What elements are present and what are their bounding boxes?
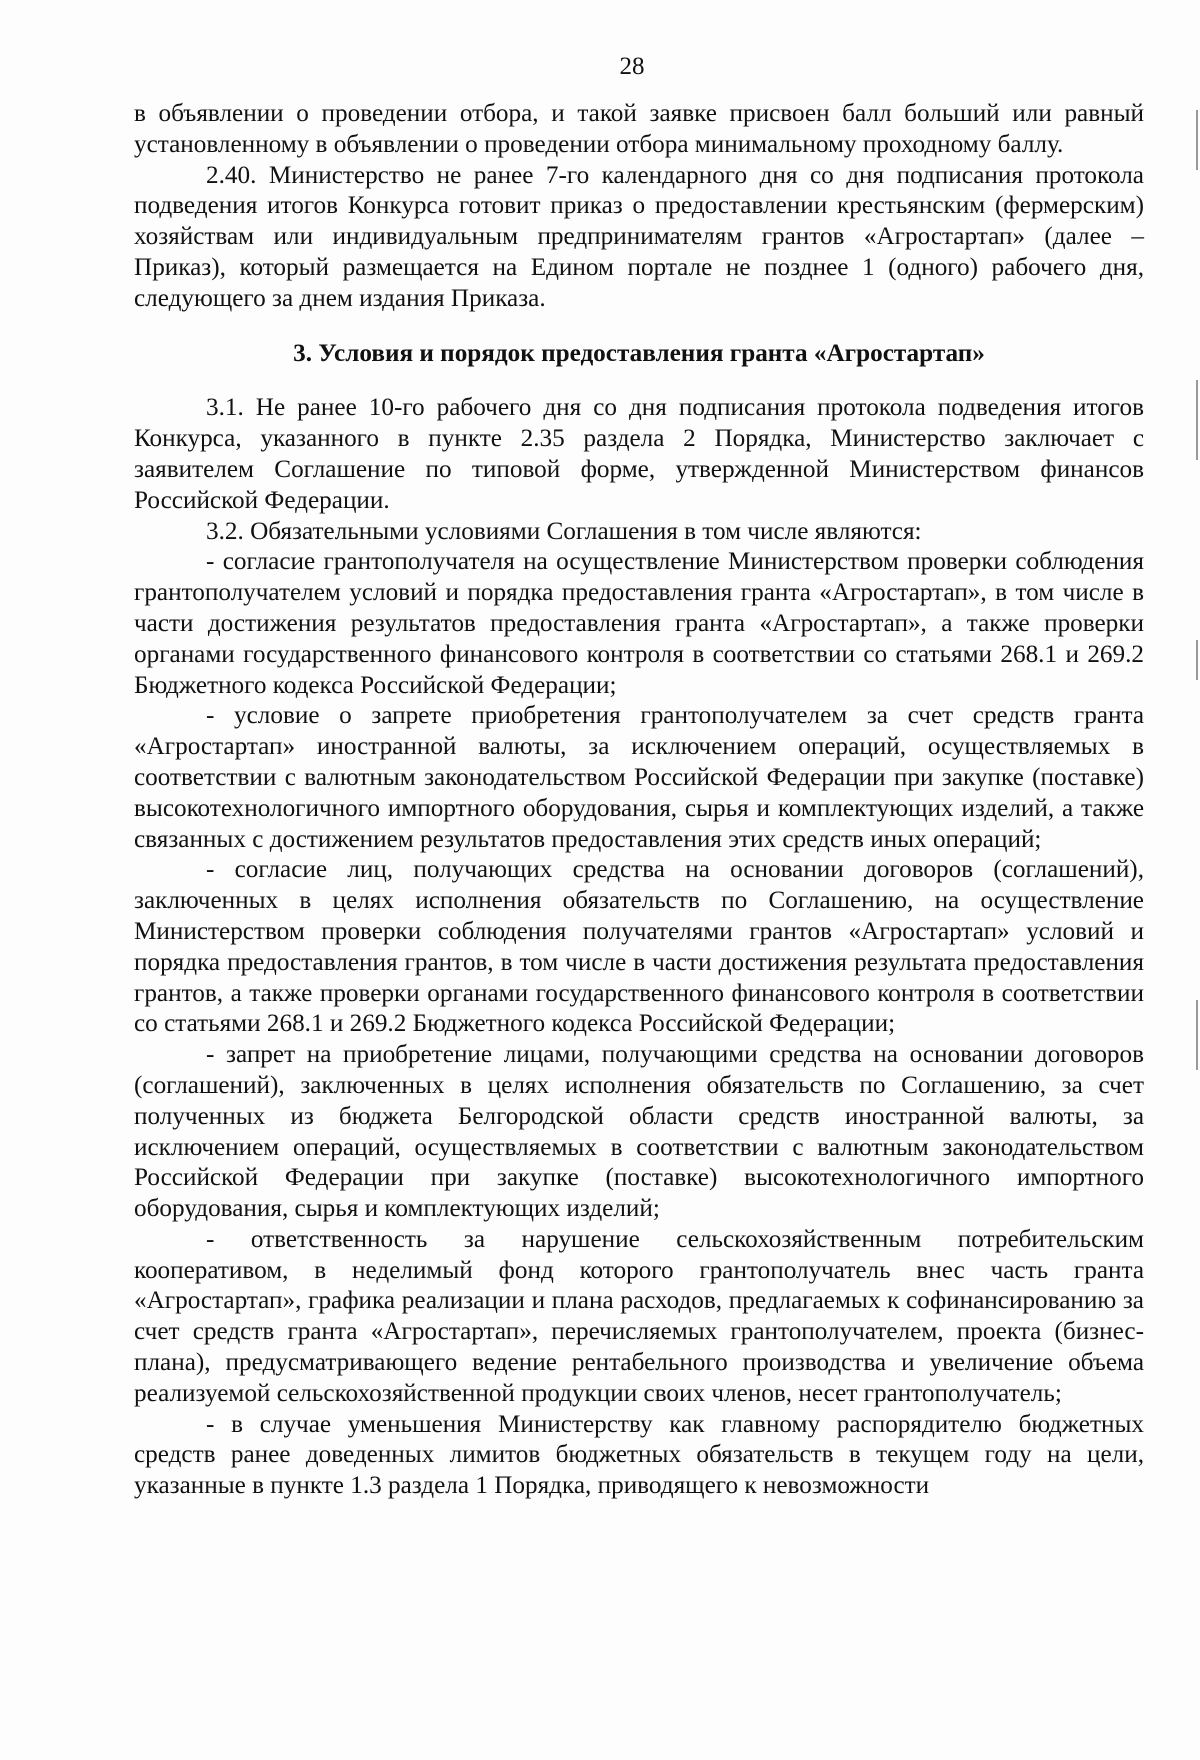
list-item: - согласие лиц, получающих средства на основании договоров (соглашений), заключенных в целях исполнения обязательств по Соглашению, на осуществление Министерством проверки соблюдения получателями грантов «Агростартап» условий и порядка предоставления грантов, в том числе в части достижения результата предоставления грантов, а также проверки органами государственного финансового контроля в соответствии со статьями 268.1 и 269.2 Бюджетного кодекса Российской Федерации; — [134, 856, 1144, 1038]
paragraph: в объявлении о проведении отбора, и такой заявке присвоен балл больший или равный установленному в объявлении о проведении отбора минимальному проходному баллу. — [134, 100, 1144, 158]
list-item: - условие о запрете приобретения грантополучателем за счет средств гранта «Агростартап» иностранной валюты, за исключением операций, осуществляемых в соответствии с валютным законодательством Российской Федерации при закупке (поставке) высокотехнологичного импортного оборудования, сырья и комплектующих изделий, а также связанных с достижением результатов предоставления этих средств иных операций; — [134, 702, 1144, 853]
scan-mark — [1196, 1000, 1198, 1070]
paragraph-3-2: 3.2. Обязательными условиями Соглашения в том числе являются: — [206, 517, 922, 545]
document-body — [134, 99, 1144, 1502]
page-number: 28 — [619, 53, 645, 80]
paragraph-3-1: 3.1. Не ранее 10-го рабочего дня со дня подписания протокола подведения итогов Конкурса, указанного в пункте 2.35 раздела 2 Порядка, Министерство заключает с заявителем Соглашение по типовой форме, утвержденной Министерством финансов Российской Федерации. — [134, 394, 1144, 514]
scan-mark — [1196, 110, 1198, 170]
list-item: - запрет на приобретение лицами, получающими средства на основании договоров (соглашений), заключенных в целях исполнения обязательств по Соглашению, за счет полученных из бюджета Белгородской области средств иностранной валюты, за исключением операций, осуществляемых в соответствии с валютным законодательством Российской Федерации при закупке (поставке) высокотехнологичного импортного оборудования, сырья и комплектующих изделий; — [134, 1041, 1144, 1223]
list-item: - в случае уменьшения Министерству как главному распорядителю бюджетных средств ранее доведенных лимитов бюджетных обязательств в текущем году на цели, указанные в пункте 1.3 раздела 1 Порядка, приводящего к невозможности — [134, 1410, 1144, 1500]
scan-mark — [1196, 640, 1198, 680]
section-heading: 3. Условия и порядок предоставления гранта «Агростартап» — [293, 339, 985, 367]
paragraph-2-40: 2.40. Министерство не ранее 7-го календарного дня со дня подписания протокола подведения итогов Конкурса готовит приказ о предоставлении крестьянским (фермерским) хозяйствам или индивидуальным предпринимателям грантов «Агростартап» (далее – Приказ), который размещается на Едином портале не позднее 1 (одного) рабочего дня, следующего за днем издания Приказа. — [134, 161, 1144, 312]
scan-mark — [1196, 380, 1198, 460]
list-item: - ответственность за нарушение сельскохозяйственным потребительским кооперативом, в неделимый фонд которого грантополучатель внес часть гранта «Агростартап», графика реализации и плана расходов, предлагаемых к софинансированию за счет средств гранта «Агростартап», перечисляемых грантополучателем, проекта (бизнес-плана), предусматривающего ведение рентабельного производства и увеличение объема реализуемой сельскохозяйственной продукции своих членов, несет грантополучатель; — [134, 1225, 1144, 1407]
list-item: - согласие грантополучателя на осуществление Министерством проверки соблюдения грантополучателем условий и порядка предоставления гранта «Агростартап», в том числе в части достижения результатов предоставления гранта «Агростартап», а также проверки органами государственного финансового контроля в соответствии со статьями 268.1 и 269.2 Бюджетного кодекса Российской Федерации; — [134, 548, 1144, 699]
